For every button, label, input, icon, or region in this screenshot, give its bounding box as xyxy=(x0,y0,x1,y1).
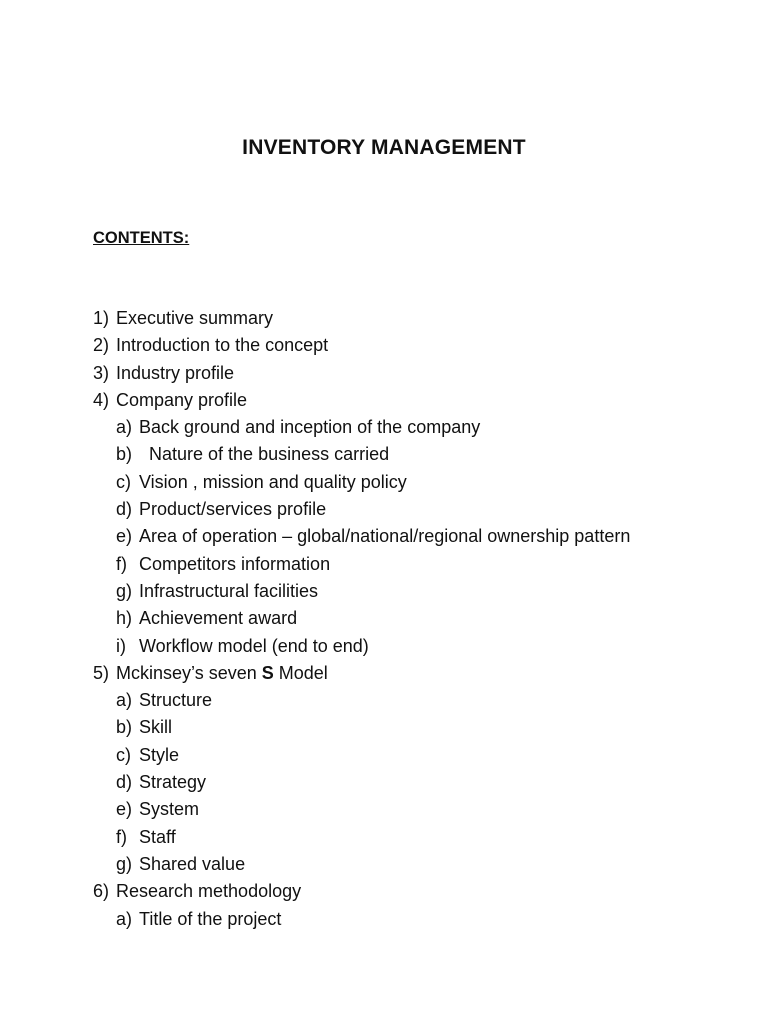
list-item-text: Title of the project xyxy=(139,908,282,929)
list-item-number: 1) xyxy=(93,308,110,328)
sub-list-item xyxy=(0,716,768,743)
list-item-letter: c) xyxy=(116,744,131,765)
list-item-letter: i) xyxy=(116,635,126,656)
list-item-letter: d) xyxy=(116,499,133,520)
list-item-letter: b) xyxy=(116,717,133,738)
list-item-text: Staff xyxy=(139,826,176,847)
sub-list-item xyxy=(0,853,768,880)
sub-list-item xyxy=(0,826,768,853)
sub-list-item xyxy=(0,798,768,825)
list-item-letter: a) xyxy=(116,690,133,711)
sub-list-item xyxy=(0,416,768,443)
list-item-text: System xyxy=(139,799,200,820)
list-item-letter: c) xyxy=(116,471,131,492)
list-item-text: Workflow model (end to end) xyxy=(139,635,369,656)
list-item xyxy=(0,389,768,416)
sub-list-item xyxy=(0,498,768,525)
list-item-text: Structure xyxy=(139,690,213,711)
sub-list-item xyxy=(0,689,768,716)
list-item-text: Executive summary xyxy=(116,308,274,328)
list-item-text-before: Mckinsey’s seven xyxy=(116,662,262,683)
list-item-text: Area of operation – global/national/regional ownership pattern xyxy=(139,526,631,547)
sub-list-item xyxy=(0,635,768,662)
list-item-text: Strategy xyxy=(139,772,207,793)
list-item-text: Achievement award xyxy=(139,608,298,629)
list-item-letter: f) xyxy=(116,826,127,847)
list-item-text: Industry profile xyxy=(116,362,235,383)
list-item-letter: g) xyxy=(116,580,133,601)
list-item-letter: e) xyxy=(116,799,133,820)
list-item-text: Competitors information xyxy=(139,553,331,574)
list-item-text: Vision , mission and quality policy xyxy=(139,471,407,492)
list-item-text: Infrastructural facilities xyxy=(139,580,319,601)
sub-list-item xyxy=(0,443,768,470)
list-item-text: Introduction to the concept xyxy=(116,335,329,356)
list-item-text: Nature of the business carried xyxy=(149,444,390,465)
list-item-number: 3) xyxy=(93,362,110,383)
list-item xyxy=(0,307,768,334)
list-item-letter: a) xyxy=(116,908,133,929)
list-item-text-after: Model xyxy=(273,662,328,683)
contents-list xyxy=(0,307,768,935)
sub-list-item xyxy=(0,744,768,771)
list-item-text: Shared value xyxy=(139,853,246,874)
list-item-text: Company profile xyxy=(116,389,248,410)
sub-list-item xyxy=(0,471,768,498)
list-item-text: Style xyxy=(139,744,180,765)
list-item-number: 6) xyxy=(93,881,110,902)
list-item xyxy=(0,880,768,907)
contents-heading: CONTENTS: xyxy=(93,229,190,247)
list-item-letter: f) xyxy=(116,553,127,574)
list-item-letter: e) xyxy=(116,526,133,547)
list-item xyxy=(0,334,768,361)
list-item-letter: d) xyxy=(116,772,133,793)
list-item-letter: a) xyxy=(116,417,133,438)
list-item xyxy=(0,662,768,689)
sub-list-item xyxy=(0,553,768,580)
list-item-letter: g) xyxy=(116,853,133,874)
list-item-text: Back ground and inception of the company xyxy=(139,417,481,438)
list-item-letter: b) xyxy=(116,444,133,465)
sub-list-item xyxy=(0,908,768,935)
list-item-letter: h) xyxy=(116,608,133,629)
sub-list-item xyxy=(0,580,768,607)
list-item-text: Skill xyxy=(139,717,173,738)
list-item-number: 5) xyxy=(93,662,110,683)
list-item-text: Product/services profile xyxy=(139,499,327,520)
sub-list-item xyxy=(0,607,768,634)
list-item xyxy=(0,362,768,389)
sub-list-item xyxy=(0,525,768,552)
list-item-number: 4) xyxy=(93,389,110,410)
list-item-number: 2) xyxy=(93,335,110,356)
list-item-text-bold: S xyxy=(261,662,274,683)
sub-list-item xyxy=(0,771,768,798)
list-item-text xyxy=(116,662,328,684)
list-item-text: Research methodology xyxy=(116,881,302,902)
page-title: INVENTORY MANAGEMENT xyxy=(242,136,526,159)
